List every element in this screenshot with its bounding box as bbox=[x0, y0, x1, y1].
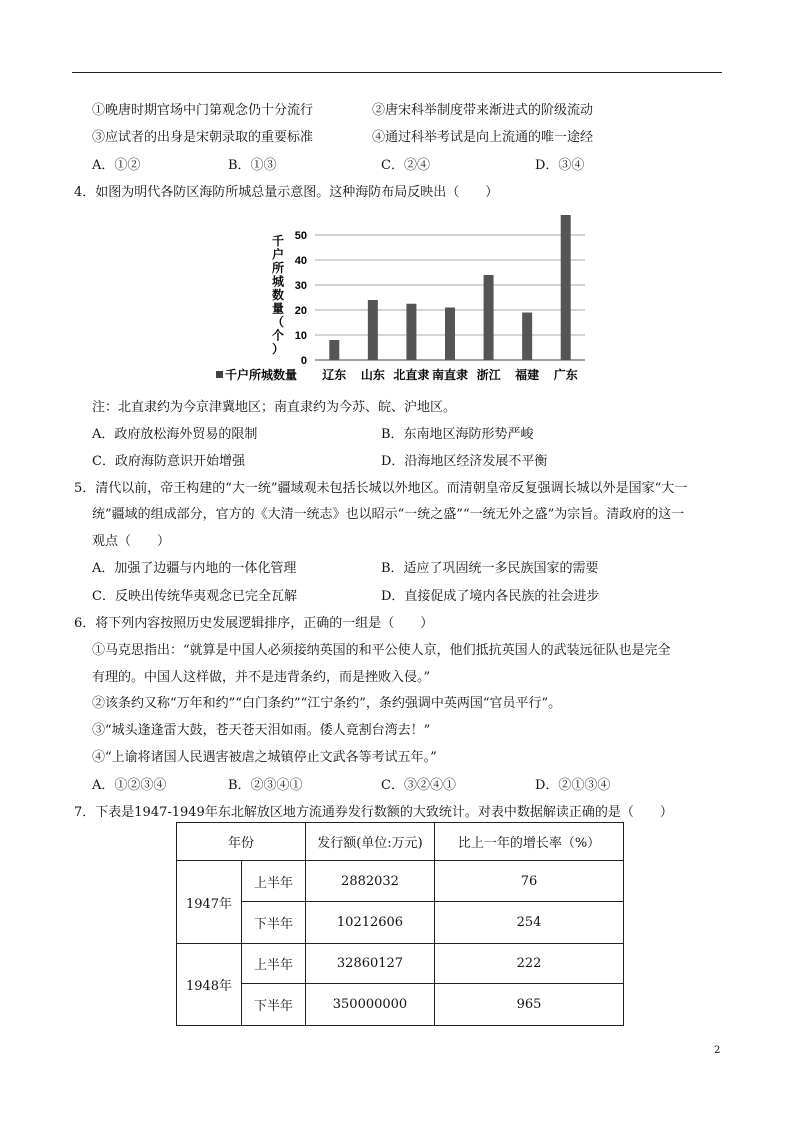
header-year: 年份 bbox=[177, 823, 306, 861]
x-tick-label: 南直隶 bbox=[431, 368, 469, 382]
half-cell: 下半年 bbox=[242, 902, 306, 944]
x-tick-label: 辽东 bbox=[322, 368, 347, 382]
q5-option-b: B．适应了巩固统一多民族国家的需要 bbox=[381, 561, 599, 576]
y-axis-label: ） bbox=[271, 342, 285, 356]
page-number: 2 bbox=[714, 1045, 721, 1056]
q4-option-a: A．政府放松海外贸易的限制 bbox=[92, 427, 258, 442]
q4-option-b: B．东南地区海防形势严峻 bbox=[381, 427, 534, 442]
q3-statement-2: ②唐宋科举制度带来渐进式的阶级流动 bbox=[372, 103, 594, 118]
y-tick-label: 20 bbox=[294, 305, 307, 317]
header-rate: 比上一年的增长率（%） bbox=[435, 823, 624, 861]
bar bbox=[484, 275, 494, 360]
y-tick-label: 50 bbox=[294, 230, 307, 242]
q3-option-a: A．①② bbox=[92, 158, 141, 173]
q5-option-d: D．直接促成了境内各民族的社会进步 bbox=[381, 589, 600, 604]
table-row bbox=[177, 861, 624, 902]
amount-cell: 10212606 bbox=[306, 902, 435, 944]
legend-label: 千户所城数量 bbox=[225, 368, 298, 382]
x-tick-label: 广东 bbox=[553, 368, 578, 382]
x-tick-label: 北直隶 bbox=[393, 368, 430, 382]
table-row bbox=[177, 984, 624, 1026]
half-cell: 下半年 bbox=[242, 984, 306, 1026]
y-axis-label: 数 bbox=[271, 288, 285, 302]
q6-item-2: ②该条约又称“万年和约”“白门条约”“江宁条约”，条约强调中英两国“官员平行”。 bbox=[92, 696, 562, 711]
q3-option-d: D．③④ bbox=[535, 158, 585, 173]
q5-line-2: 统”疆域的组成部分，官方的《大清一统志》也以昭示“一统之盛”“一统无外之盛”为宗旨。清政府的这一 bbox=[92, 507, 685, 522]
bar bbox=[368, 300, 378, 360]
y-axis-label: 量 bbox=[271, 301, 285, 316]
q6-item-4: ④“上谕将诸国人民遇害被虐之城镇停止文武各等考试五年。” bbox=[92, 750, 437, 765]
half-cell: 上半年 bbox=[242, 861, 306, 902]
bar bbox=[522, 313, 532, 361]
q6-option-d: D．②①③④ bbox=[535, 778, 611, 793]
header-rule bbox=[72, 72, 722, 73]
y-tick-label: 40 bbox=[294, 255, 307, 267]
header-amount: 发行额(单位:万元) bbox=[306, 823, 435, 861]
q6-option-a: A．①②③④ bbox=[92, 778, 167, 793]
year-cell: 1947年 bbox=[177, 861, 242, 944]
y-tick-label: 10 bbox=[294, 330, 307, 342]
x-tick-label: 山东 bbox=[360, 368, 385, 382]
q6-item-1b: 有理的。中国人这样做，并不是违背条约，而是挫败入侵。” bbox=[92, 670, 431, 685]
q5-option-c: C．反映出传统华夷观念已完全瓦解 bbox=[92, 589, 297, 604]
rate-cell: 254 bbox=[435, 902, 624, 944]
bar-chart bbox=[225, 205, 600, 385]
q6-option-b: B．②③④① bbox=[228, 778, 303, 793]
legend-swatch bbox=[216, 371, 223, 378]
q6-item-3: ③“城头逢逢雷大鼓，苍天苍天泪如雨。倭人竟割台湾去！” bbox=[92, 723, 431, 738]
q5-option-a: A．加强了边疆与内地的一体化管理 bbox=[92, 561, 297, 576]
q4-note: 注：北直隶约为今京津冀地区；南直隶约为今苏、皖、沪地区。 bbox=[92, 400, 457, 415]
y-axis-label: （ bbox=[271, 315, 285, 329]
q6-item-1a: ①马克思指出：“就算是中国人必须接纳英国的和平公使人京，他们抵抗英国人的武装远征队也是完全 bbox=[92, 643, 671, 658]
half-cell: 上半年 bbox=[242, 944, 306, 984]
y-axis-label: 城 bbox=[271, 274, 285, 289]
rate-cell: 76 bbox=[435, 861, 624, 902]
q4-stem: 4．如图为明代各防区海防所城总量示意图。这种海防布局反映出（ ） bbox=[74, 185, 499, 200]
q3-statement-1: ①晚唐时期官场中门第观念仍十分流行 bbox=[92, 103, 314, 118]
y-tick-label: 0 bbox=[300, 355, 307, 367]
q6-option-c: C．③②④① bbox=[381, 778, 456, 793]
y-axis-label: 个 bbox=[271, 328, 285, 343]
x-tick-label: 浙江 bbox=[476, 368, 501, 382]
q5-line-1: 5．清代以前，帝王构建的“大一统”疆域观未包括长城以外地区。而清朝皇帝反复强调长城以外是国家“大一 bbox=[74, 481, 688, 496]
q5-line-3: 观点（ ） bbox=[92, 534, 171, 549]
data-table bbox=[176, 822, 624, 1026]
y-axis-label: 户 bbox=[271, 247, 285, 262]
q3-option-b: B．①③ bbox=[228, 158, 277, 173]
q3-statement-3: ③应试者的出身是宋朝录取的重要标准 bbox=[92, 130, 314, 145]
bar bbox=[445, 308, 455, 361]
table-row bbox=[177, 944, 624, 984]
amount-cell: 32860127 bbox=[306, 944, 435, 984]
rate-cell: 965 bbox=[435, 984, 624, 1026]
q6-stem: 6．将下列内容按照历史发展逻辑排序，正确的一组是（ ） bbox=[74, 616, 434, 631]
amount-cell: 350000000 bbox=[306, 984, 435, 1026]
table-row bbox=[177, 902, 624, 944]
q4-option-d: D．沿海地区经济发展不平衡 bbox=[381, 454, 548, 469]
y-tick-label: 30 bbox=[294, 280, 307, 292]
bar bbox=[406, 304, 416, 360]
x-tick-label: 福建 bbox=[515, 368, 540, 382]
y-axis-label: 千 bbox=[271, 234, 285, 248]
q4-option-c: C．政府海防意识开始增强 bbox=[92, 454, 245, 469]
q7-stem: 7．下表是1947-1949年东北解放区地方流通券发行数额的大致统计。对表中数据解读正确的是（ ） bbox=[74, 805, 673, 820]
q3-option-c: C．②④ bbox=[381, 158, 430, 173]
amount-cell: 2882032 bbox=[306, 861, 435, 902]
rate-cell: 222 bbox=[435, 944, 624, 984]
bar bbox=[329, 340, 339, 360]
q3-statement-4: ④通过科举考试是向上流通的唯一途经 bbox=[372, 130, 594, 145]
bar bbox=[561, 215, 571, 360]
year-cell: 1948年 bbox=[177, 944, 242, 1026]
y-axis-label: 所 bbox=[271, 261, 285, 275]
